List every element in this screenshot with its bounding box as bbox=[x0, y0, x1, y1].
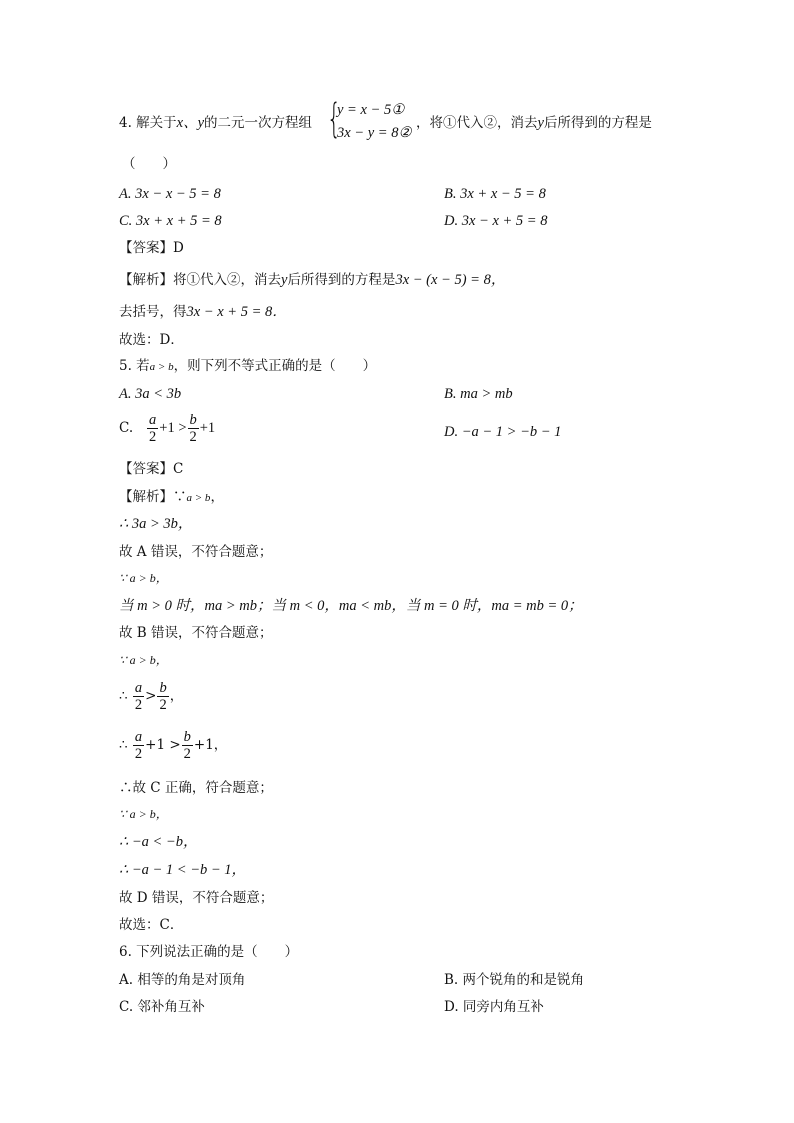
q4-analysis-a: 【解析】将①代入②，消去 bbox=[119, 272, 281, 288]
q5-stem-b: ，则下列不等式正确的是（ ） bbox=[173, 358, 377, 374]
q4-option-a[interactable]: A. 3x − x − 5 = 8 bbox=[119, 186, 221, 202]
q4-step2 bbox=[119, 302, 287, 322]
q6-option-c[interactable]: C. 邻补角互补 bbox=[119, 999, 205, 1015]
q4-analysis-var: y bbox=[281, 272, 288, 288]
system-brace: { bbox=[327, 96, 341, 142]
q4-step2-a: 去括号，得 bbox=[119, 304, 187, 320]
q5-l9-frac-b: $\frac{b}{2}$ bbox=[183, 729, 191, 762]
q5-analysis-7: ∵ a > b， bbox=[119, 653, 168, 667]
q5-stem-a: 5. 若 bbox=[119, 358, 150, 374]
q5-l1-b: a > b bbox=[186, 492, 211, 504]
q4-option-c[interactable]: C. 3x + x + 5 = 8 bbox=[119, 213, 222, 229]
q5-l8-mid: > bbox=[145, 688, 157, 704]
q4-stem-tail bbox=[416, 113, 652, 133]
q5-analysis-11: ∵ a > b， bbox=[119, 807, 168, 821]
q5-option-c-frac-a: $\frac{a}{2}$ bbox=[149, 412, 157, 445]
q5-option-c-label: C. bbox=[119, 420, 134, 436]
q5-option-b[interactable]: B. ma > mb bbox=[444, 386, 513, 402]
q4-answer: 【答案】D bbox=[119, 240, 184, 256]
q5-analysis-9 bbox=[119, 729, 227, 762]
q5-l9-mid: +1 > bbox=[145, 737, 181, 753]
q5-l8-pre: ∴ bbox=[119, 688, 128, 704]
q5-l9-frac-a: $\frac{a}{2}$ bbox=[134, 729, 143, 762]
q4-equation-2: 3x − y = 8② bbox=[337, 125, 412, 141]
q4-option-b[interactable]: B. 3x + x − 5 = 8 bbox=[444, 186, 546, 202]
q5-analysis-15: 故选：C． bbox=[119, 917, 184, 933]
q5-option-c-frac-b: $\frac{b}{2}$ bbox=[189, 412, 197, 445]
q4-stem bbox=[119, 113, 312, 133]
q5-l9-pre: ∴ bbox=[119, 737, 128, 753]
q5-l9-end: +1， bbox=[193, 737, 228, 753]
q5-option-c-mid: +1 > bbox=[159, 420, 187, 436]
q5-stem bbox=[119, 356, 376, 377]
q5-analysis-3: 故 A 错误，不符合题意； bbox=[119, 544, 273, 560]
q4-stem-a: 4. 解关于 bbox=[119, 115, 177, 131]
q5-l1-c: ， bbox=[210, 489, 224, 505]
q5-analysis-14: 故 D 错误，不符合题意； bbox=[119, 890, 274, 906]
q4-analysis-eq: 3x − (x − 5) = 8， bbox=[395, 272, 506, 288]
q5-analysis-10: ∴故 C 正确，符合题意； bbox=[119, 780, 273, 796]
q4-stem-c: ，将①代入②，消去 bbox=[416, 115, 538, 131]
q5-l8-frac-b: $\frac{b}{2}$ bbox=[159, 680, 167, 713]
q5-option-a[interactable]: A. 3a < 3b bbox=[119, 386, 182, 402]
q5-analysis-6: 故 B 错误，不符合题意； bbox=[119, 625, 273, 641]
q4-var: y bbox=[537, 115, 544, 131]
q4-stem-d: 后所得到的方程是 bbox=[543, 115, 652, 131]
q4-choose: 故选：D． bbox=[119, 332, 184, 348]
q5-analysis-2: ∴ 3a > 3b， bbox=[119, 516, 193, 532]
q5-option-c[interactable] bbox=[119, 412, 215, 445]
q6-option-d[interactable]: D. 同旁内角互补 bbox=[444, 999, 544, 1015]
q6-stem: 6. 下列说法正确的是（ ） bbox=[119, 944, 299, 960]
q4-step2-eq: 3x − x + 5 = 8． bbox=[186, 304, 287, 320]
q5-l1-a: 【解析】∵ bbox=[119, 489, 187, 505]
q4-analysis bbox=[119, 270, 505, 290]
q5-analysis-5: 当 m > 0 时，ma > mb；当 m < 0，ma < mb，当 m = 0 时，ma = mb = 0； bbox=[119, 598, 583, 614]
q4-analysis-b: 后所得到的方程是 bbox=[287, 272, 396, 288]
q5-l8-end: ， bbox=[169, 688, 184, 704]
q5-analysis-13: ∴ −a − 1 < −b − 1， bbox=[119, 862, 247, 878]
q5-analysis-8 bbox=[119, 680, 183, 713]
q4-vars: x、y bbox=[176, 115, 205, 131]
q5-analysis-1 bbox=[119, 487, 224, 508]
q5-answer: 【答案】C bbox=[119, 461, 184, 477]
q4-stem-b: 的二元一次方程组 bbox=[204, 115, 313, 131]
q5-option-c-end: +1 bbox=[199, 420, 216, 436]
q5-analysis-12: ∴ −a < −b， bbox=[119, 834, 198, 850]
q6-option-b[interactable]: B. 两个锐角的和是锐角 bbox=[444, 972, 585, 988]
q4-option-d[interactable]: D. 3x − x + 5 = 8 bbox=[444, 213, 548, 229]
q4-equation-1: y = x − 5① bbox=[337, 102, 405, 118]
q6-option-a[interactable]: A. 相等的角是对顶角 bbox=[119, 972, 246, 988]
q4-paren: （ ） bbox=[122, 156, 176, 172]
q5-analysis-4: ∵ a > b， bbox=[119, 571, 168, 585]
q5-l8-frac-a: $\frac{a}{2}$ bbox=[134, 680, 143, 713]
q5-option-d[interactable]: D. −a − 1 > −b − 1 bbox=[444, 424, 562, 440]
q5-cond: a > b bbox=[149, 361, 174, 373]
